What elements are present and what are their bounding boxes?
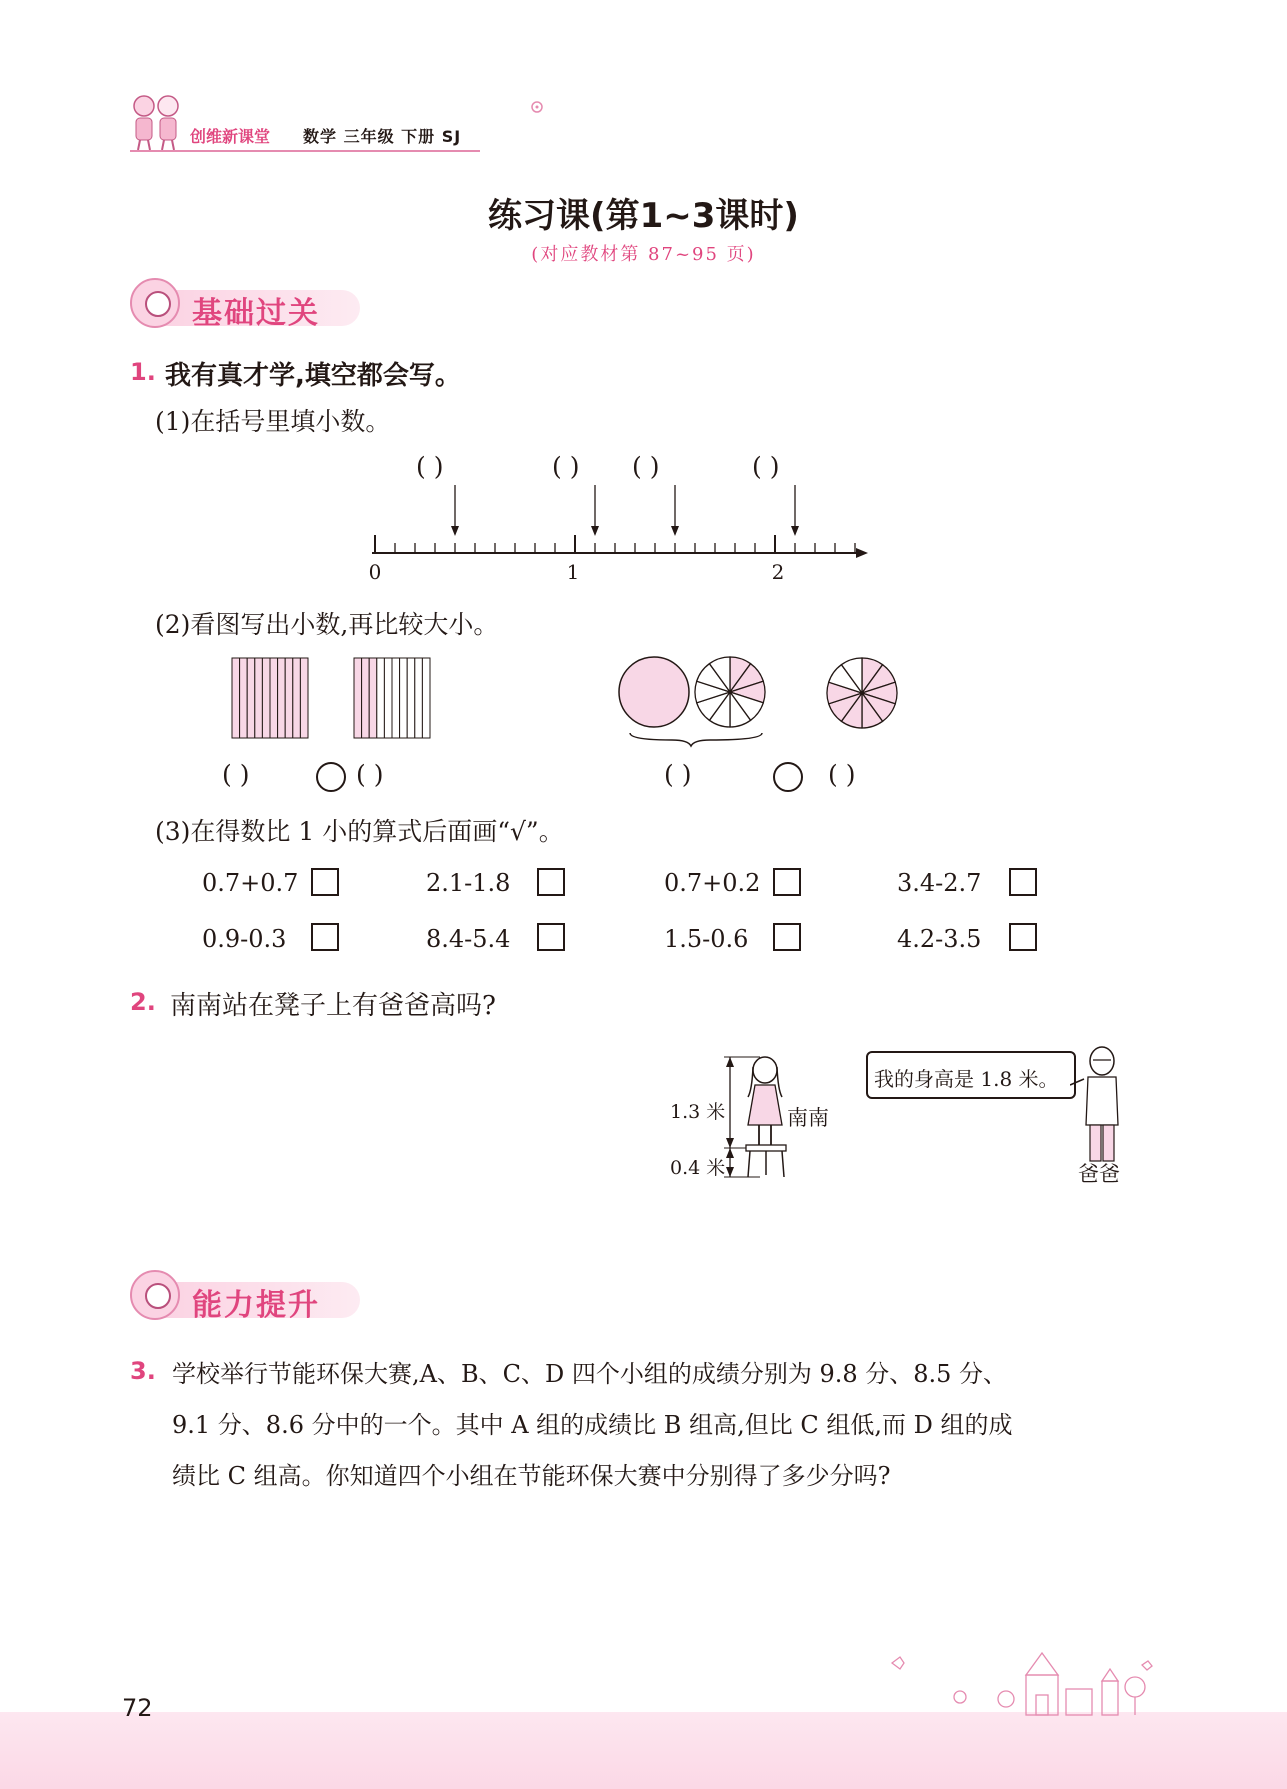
mascot-badge-icon xyxy=(130,278,180,328)
question-number-3: 3. xyxy=(130,1357,156,1385)
numberline-label-0: 0 xyxy=(368,560,382,580)
expression: 1.5-0.6 xyxy=(664,925,749,953)
question-text-1: 我有真才学,填空都会写。 xyxy=(165,361,461,391)
expression: 8.4-5.4 xyxy=(426,925,511,953)
numberline-blank[interactable]: ( ) xyxy=(632,452,660,481)
striped-square-right xyxy=(352,657,432,739)
footer-band xyxy=(0,1712,1287,1789)
strip xyxy=(392,658,400,738)
page-number: 72 xyxy=(122,1694,153,1722)
strip xyxy=(285,658,293,738)
strip xyxy=(384,658,392,738)
strip xyxy=(300,658,308,738)
number-line xyxy=(360,480,880,580)
stool-icon xyxy=(746,1145,786,1177)
strip xyxy=(247,658,255,738)
question-number-2: 2. xyxy=(130,988,156,1016)
q1-part3-prompt: (3)在得数比 1 小的算式后面画“√”。 xyxy=(155,817,564,846)
page-subtitle: (对应教材第 87~95 页) xyxy=(531,244,756,265)
full-shaded-circle xyxy=(619,657,689,727)
height-label-stool: 0.4 米 xyxy=(670,1157,726,1179)
strip xyxy=(293,658,301,738)
numberline-ticks xyxy=(375,535,855,553)
strip xyxy=(262,658,270,738)
speech-bubble: 我的身高是 1.8 米。 xyxy=(866,1051,1076,1099)
numberline-label-1: 1 xyxy=(566,560,580,580)
check-box[interactable] xyxy=(1009,923,1037,951)
check-box[interactable] xyxy=(311,923,339,951)
check-box[interactable] xyxy=(773,923,801,951)
numberline-blank[interactable]: ( ) xyxy=(416,452,444,481)
numberline-arrowhead xyxy=(856,548,868,558)
question-text-3-line3: 绩比 C 组高。你知道四个小组在节能环保大赛中分别得了多少分吗? xyxy=(172,1462,891,1490)
compare-blank-left-2[interactable]: ( ) xyxy=(356,760,384,789)
strip xyxy=(377,658,385,738)
expression: 0.9-0.3 xyxy=(202,925,287,953)
question-text-3-line1: 学校举行节能环保大赛,A、B、C、D 四个小组的成绩分别为 9.8 分、8.5 分、 xyxy=(172,1360,1008,1388)
compare-circle-left[interactable] xyxy=(316,762,346,792)
compare-blank-right[interactable]: ( ) xyxy=(664,760,692,789)
striped-square-left xyxy=(230,657,310,739)
girl-figure-icon xyxy=(748,1057,782,1145)
section-banner-advanced xyxy=(130,1270,370,1322)
strip xyxy=(407,658,415,738)
expression: 0.7+0.7 xyxy=(202,869,299,897)
compare-blank-right-2[interactable]: ( ) xyxy=(828,760,856,789)
strip xyxy=(240,658,248,738)
strip xyxy=(415,658,423,738)
children-illustration-icon xyxy=(128,92,184,152)
strip xyxy=(270,658,278,738)
course-info: 数学 三年级 下册 SJ xyxy=(303,127,462,146)
strip xyxy=(400,658,408,738)
mascot-badge-icon xyxy=(130,1270,180,1320)
check-box[interactable] xyxy=(537,923,565,951)
circle-diagram-right xyxy=(824,655,904,735)
q1-part1-prompt: (1)在括号里填小数。 xyxy=(155,407,391,436)
strip xyxy=(255,658,263,738)
strip xyxy=(422,658,430,738)
compare-blank-left[interactable]: ( ) xyxy=(222,760,250,789)
strip xyxy=(369,658,377,738)
numberline-pointer-head xyxy=(591,526,599,536)
flower-decoration-icon xyxy=(528,98,546,116)
check-box[interactable] xyxy=(1009,868,1037,896)
strip xyxy=(362,658,370,738)
section-banner-basic xyxy=(130,278,370,330)
page-title: 练习课(第1~3课时) xyxy=(488,196,799,236)
strip xyxy=(232,658,240,738)
numberline-pointer-head xyxy=(671,526,679,536)
expression: 3.4-2.7 xyxy=(897,869,982,897)
castle-decoration-icon xyxy=(880,1645,1170,1720)
q1-part2-prompt: (2)看图写出小数,再比较大小。 xyxy=(155,610,499,639)
strip xyxy=(354,658,362,738)
expression: 0.7+0.2 xyxy=(664,869,761,897)
header-divider xyxy=(130,150,480,152)
brace xyxy=(630,733,762,746)
height-label-girl: 1.3 米 xyxy=(670,1101,726,1123)
question-text-2: 南南站在凳子上有爸爸高吗? xyxy=(170,991,496,1021)
check-box[interactable] xyxy=(537,868,565,896)
numberline-blank[interactable]: ( ) xyxy=(552,452,580,481)
question-text-3-line2: 9.1 分、8.6 分中的一个。其中 A 组的成绩比 B 组高,但比 C 组低,而 D 组的成 xyxy=(172,1411,1013,1439)
section-title-basic: 基础过关 xyxy=(192,296,320,331)
numberline-label-2: 2 xyxy=(771,560,785,580)
header-mascot xyxy=(128,92,184,152)
check-box[interactable] xyxy=(773,868,801,896)
partial-shaded-circle-right xyxy=(827,658,897,728)
compare-circle-right[interactable] xyxy=(773,762,803,792)
numberline-blank[interactable]: ( ) xyxy=(752,452,780,481)
brand-name: 创维新课堂 xyxy=(190,127,271,146)
father-figure-icon xyxy=(1070,1045,1130,1175)
expression: 2.1-1.8 xyxy=(426,869,511,897)
expression: 4.2-3.5 xyxy=(897,925,982,953)
question-number-1: 1. xyxy=(130,358,156,386)
numberline-pointer-head xyxy=(451,526,459,536)
section-title-advanced: 能力提升 xyxy=(192,1288,320,1323)
father-name: 爸爸 xyxy=(1078,1162,1120,1186)
numberline-arrows xyxy=(451,485,799,536)
numberline-pointer-head xyxy=(791,526,799,536)
strip xyxy=(278,658,286,738)
partial-shaded-circle xyxy=(695,657,765,727)
girl-name: 南南 xyxy=(787,1106,829,1130)
check-box[interactable] xyxy=(311,868,339,896)
